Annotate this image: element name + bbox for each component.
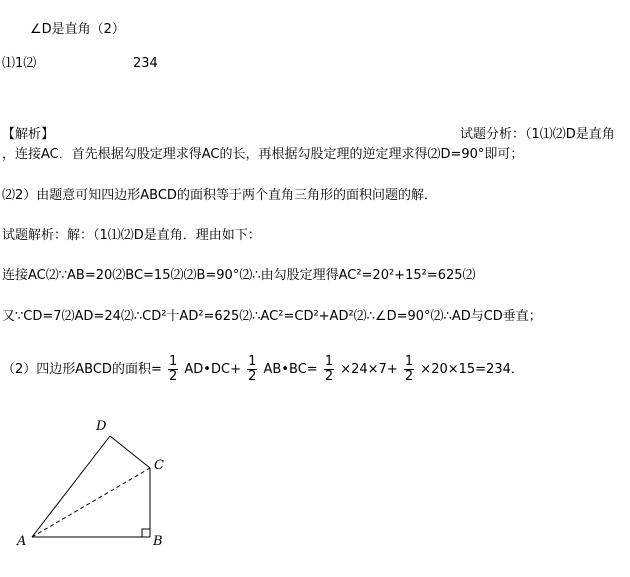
analysis-line3: 试题解析：解：（1⑴⑵D是直角．理由如下： [2, 228, 261, 243]
label-a: A [17, 534, 27, 549]
answer-part1: ∠D是直角（2） [30, 22, 125, 37]
area-term-2: AB•BC= [263, 362, 318, 377]
diagonal-ac [32, 468, 150, 537]
right-angle-mark-b [142, 529, 150, 537]
analysis-header: 【解析】 [2, 127, 55, 142]
label-d: D [96, 419, 107, 434]
fraction-half-3: $\frac{1}{2}$ [324, 354, 334, 384]
edge-cd [110, 436, 150, 468]
area-prefix: （2）四边形ABCD的面积= [2, 362, 162, 377]
edge-da [32, 436, 110, 537]
fraction-half-1: $\frac{1}{2}$ [168, 354, 178, 384]
analysis-line4: 连接AC⑵∵AB=20⑵BC=15⑵⑵B=90°⑵∴由勾股定理得AC²=20²+15²=625⑵ [2, 268, 476, 283]
analysis-intro: 试题分析：（1⑴⑵D是直角 [460, 127, 615, 142]
answer-part2-label: ⑴1⑵ [2, 56, 37, 71]
area-term-4: ×20×15=234． [420, 362, 524, 377]
answer-part2-value: 234 [133, 56, 158, 71]
analysis-line1: ，连接AC．首先根据勾股定理求得AC的长，再根据勾股定理的逆定理求得⑵D=90°即可； [2, 147, 524, 162]
fraction-half-2: $\frac{1}{2}$ [248, 354, 257, 384]
area-term-3: ×24×7+ [340, 362, 398, 377]
area-term-1: AD•DC+ [184, 362, 241, 377]
analysis-line5: 又∵CD=7⑵AD=24⑵∴CD²十AD²=625⑵∴AC²=CD²+AD²⑵∴∠D=90°⑵∴AD与CD垂直； [2, 309, 542, 324]
analysis-line2: ⑵2）由题意可知四边形ABCD的面积等于两个直角三角形的面积问题的解． [2, 188, 437, 203]
label-b: B [153, 534, 163, 549]
fraction-half-4: $\frac{1}{2}$ [404, 354, 414, 384]
label-c: C [154, 458, 164, 473]
